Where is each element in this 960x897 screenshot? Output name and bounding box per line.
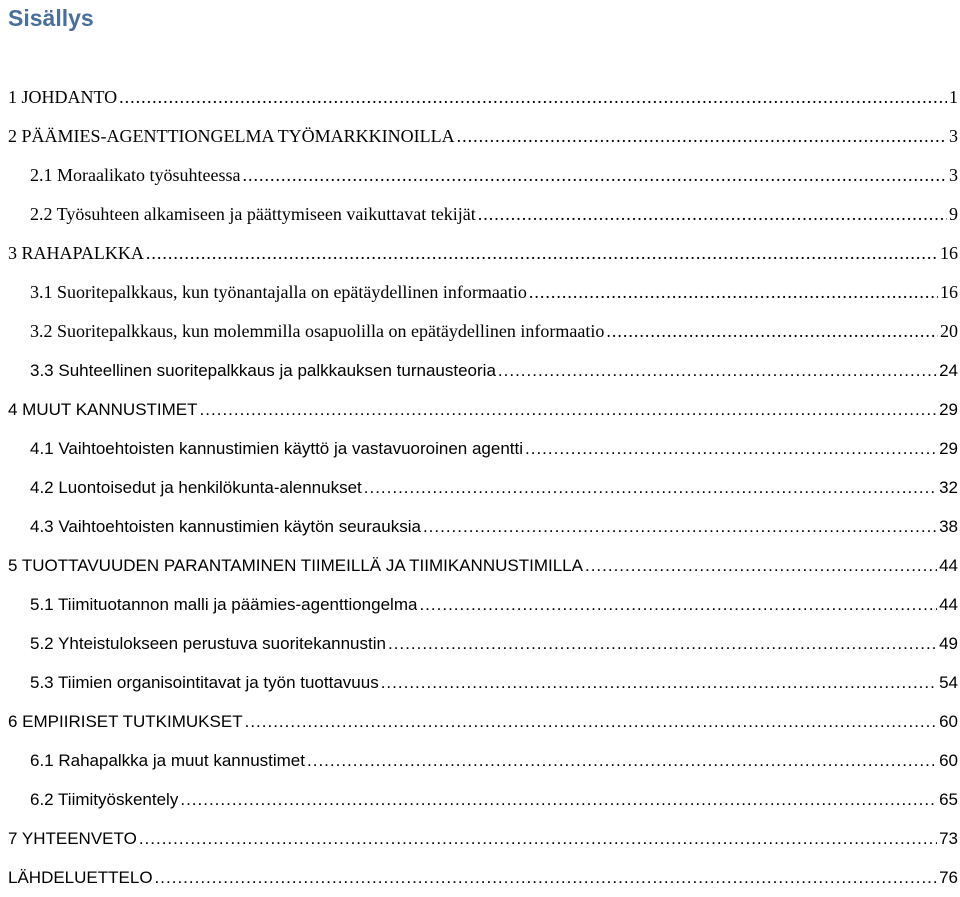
toc-entry-page: 60	[939, 712, 958, 731]
toc-entry-page: 9	[949, 204, 958, 224]
toc-entry-page: 1	[949, 87, 958, 107]
toc-entry-label: LÄHDELUETTELO	[8, 868, 153, 887]
toc-entry-label: 2.2 Työsuhteen alkamiseen ja päättymiseen vaikuttavat tekijät	[30, 204, 476, 224]
toc-entry-yhteenveto[interactable]	[0, 819, 960, 858]
dot-leader	[119, 78, 947, 117]
toc-title: Sisällys	[8, 5, 94, 31]
toc-entry-empiiriset-tutkimukset[interactable]	[0, 702, 960, 741]
toc-entry-rahapalkka-ja-muut[interactable]	[0, 741, 960, 780]
toc-entry-page: 20	[940, 321, 958, 341]
toc-entry-tiimityoskentely[interactable]	[0, 780, 960, 819]
toc-entry-label: 5.3 Tiimien organisointitavat ja työn tuottavuus	[30, 673, 379, 692]
toc-entry-label: 3.3 Suhteellinen suoritepalkkaus ja palkkauksen turnausteoria	[30, 361, 496, 380]
table-of-contents	[0, 78, 960, 897]
dot-leader	[364, 468, 937, 507]
toc-entry-label: 4.2 Luontoisedut ja henkilökunta-alennukset	[30, 478, 362, 497]
toc-entry-label: 3 RAHAPALKKA	[8, 243, 144, 263]
toc-entry-page: 44	[939, 556, 958, 575]
dot-leader	[529, 273, 938, 312]
toc-entry-page: 16	[940, 243, 958, 263]
toc-entry-page: 16	[940, 282, 958, 302]
toc-entry-label: 6.2 Tiimityöskentely	[30, 790, 179, 809]
dot-leader	[585, 546, 937, 585]
toc-entry-page: 3	[949, 126, 958, 146]
dot-leader	[180, 780, 937, 819]
toc-entry-label: 5.2 Yhteistulokseen perustuva suoritekannustin	[30, 634, 386, 653]
dot-leader	[419, 585, 937, 624]
toc-entry-tiimituotannon-malli[interactable]	[0, 585, 960, 624]
toc-entry-label: 6.1 Rahapalkka ja muut kannustimet	[30, 751, 305, 770]
toc-entry-suoritepalkkaus-molemmat[interactable]	[0, 312, 960, 351]
toc-entry-page: 49	[939, 634, 958, 653]
toc-entry-tyosuhteen-alkamiseen[interactable]	[0, 195, 960, 234]
dot-leader	[423, 507, 937, 546]
toc-entry-johdanto[interactable]	[0, 78, 960, 117]
toc-entry-moraalikato[interactable]	[0, 156, 960, 195]
toc-entry-paamies-agenttiongelma[interactable]	[0, 117, 960, 156]
toc-entry-muut-kannustimet[interactable]	[0, 390, 960, 429]
toc-entry-label: 5.1 Tiimituotannon malli ja päämies-agenttiongelma	[30, 595, 418, 614]
toc-entry-label: 7 YHTEENVETO	[8, 829, 137, 848]
toc-entry-page: 24	[939, 361, 958, 380]
toc-entry-page: 60	[939, 751, 958, 770]
toc-entry-page: 29	[939, 439, 958, 458]
dot-leader	[388, 624, 937, 663]
toc-entry-page: 73	[939, 829, 958, 848]
toc-entry-luontoisedut[interactable]	[0, 468, 960, 507]
dot-leader	[606, 312, 938, 351]
toc-entry-vaihtoehtoiset-kannustimet[interactable]	[0, 429, 960, 468]
toc-entry-lahdeluettelo[interactable]	[0, 858, 960, 897]
dot-leader	[146, 234, 938, 273]
dot-leader	[245, 702, 937, 741]
toc-entry-label: 2.1 Moraalikato työsuhteessa	[30, 165, 241, 185]
toc-entry-tuottavuuden-parantaminen[interactable]	[0, 546, 960, 585]
toc-entry-page: 76	[939, 868, 958, 887]
toc-entry-turnausteoria[interactable]	[0, 351, 960, 390]
toc-entry-page: 29	[939, 400, 958, 419]
toc-entry-tiimien-organisointi[interactable]	[0, 663, 960, 702]
dot-leader	[525, 429, 937, 468]
toc-entry-page: 38	[939, 517, 958, 536]
dot-leader	[478, 195, 947, 234]
dot-leader	[457, 117, 947, 156]
toc-entry-page: 32	[939, 478, 958, 497]
toc-entry-page: 3	[949, 165, 958, 185]
toc-entry-label: 1 JOHDANTO	[8, 87, 118, 107]
toc-entry-label: 4.3 Vaihtoehtoisten kannustimien käytön seurauksia	[30, 517, 421, 536]
toc-entry-page: 65	[939, 790, 958, 809]
dot-leader	[381, 663, 937, 702]
toc-entry-label: 4.1 Vaihtoehtoisten kannustimien käyttö ja vastavuoroinen agentti	[30, 439, 523, 458]
dot-leader	[498, 351, 937, 390]
toc-entry-yhteistulos[interactable]	[0, 624, 960, 663]
toc-entry-suoritepalkkaus-tyonantaja[interactable]	[0, 273, 960, 312]
toc-entry-label: 3.2 Suoritepalkkaus, kun molemmilla osapuolilla on epätäydellinen informaatio	[30, 321, 605, 341]
toc-entry-label: 5 TUOTTAVUUDEN PARANTAMINEN TIIMEILLÄ JA TIIMIKANNUSTIMILLA	[8, 556, 583, 575]
dot-leader	[155, 858, 938, 897]
toc-entry-seurauksia[interactable]	[0, 507, 960, 546]
dot-leader	[242, 156, 947, 195]
dot-leader	[200, 390, 938, 429]
toc-entry-page: 54	[939, 673, 958, 692]
toc-entry-label: 6 EMPIIRISET TUTKIMUKSET	[8, 712, 243, 731]
dot-leader	[139, 819, 937, 858]
toc-entry-page: 44	[939, 595, 958, 614]
toc-entry-label: 2 PÄÄMIES-AGENTTIONGELMA TYÖMARKKINOILLA	[8, 126, 455, 146]
toc-entry-label: 3.1 Suoritepalkkaus, kun työnantajalla on epätäydellinen informaatio	[30, 282, 527, 302]
toc-entry-label: 4 MUUT KANNUSTIMET	[8, 400, 198, 419]
dot-leader	[307, 741, 937, 780]
toc-entry-rahapalkka[interactable]	[0, 234, 960, 273]
